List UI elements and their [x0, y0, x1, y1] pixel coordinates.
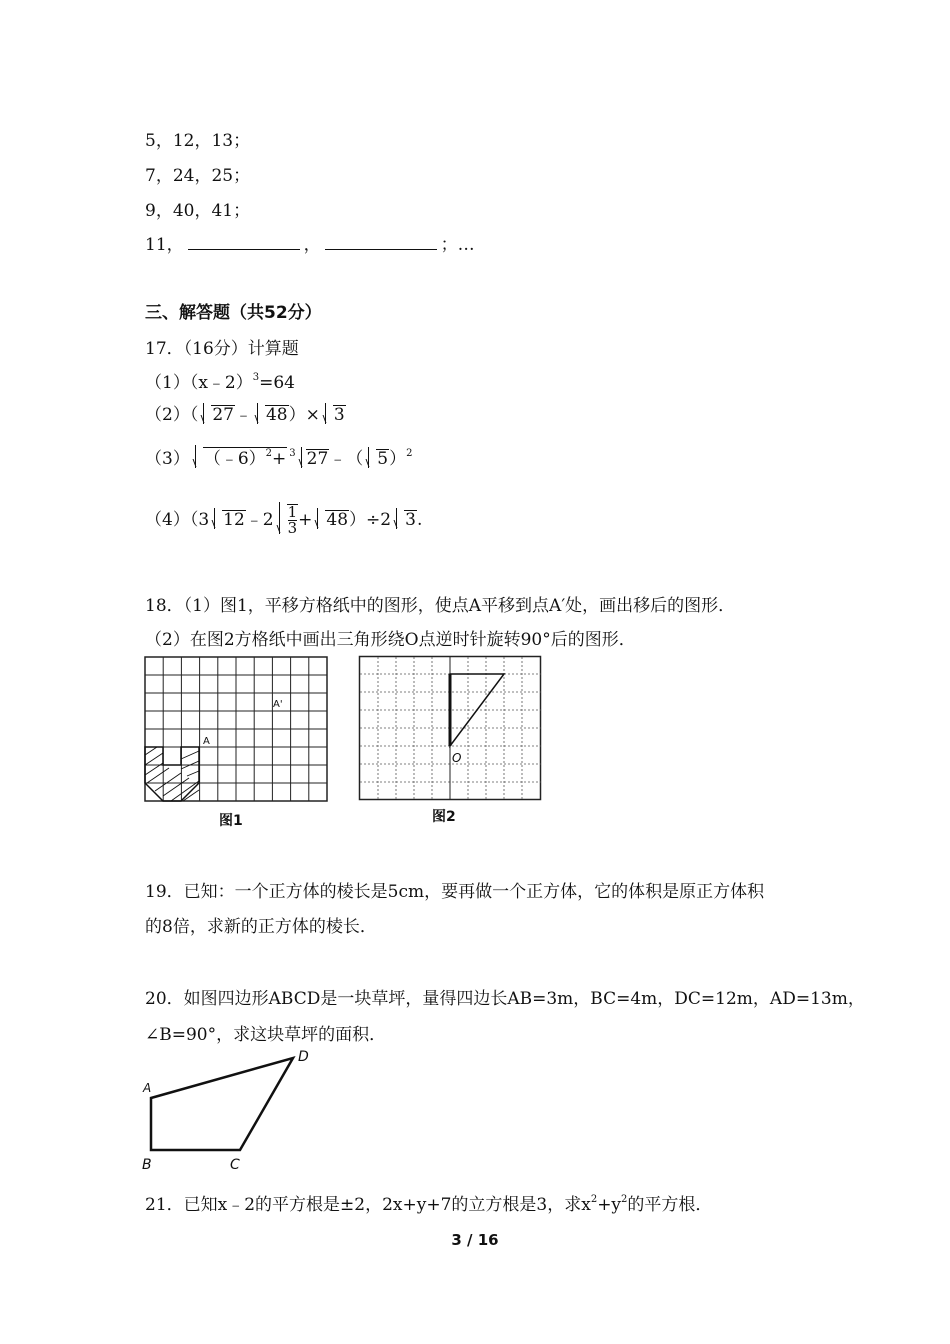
section-title: 三、解答题（共52分） [145, 303, 322, 323]
fig1-caption: 图1 [219, 813, 243, 829]
q17-part2: （2）（ 27﹣ 48）× 3 [145, 405, 345, 425]
q17-part4: （4）（3 12﹣2 $\frac{1}{3}$ + 48）÷2 3. [145, 503, 423, 537]
quadrilateral-figure [138, 1046, 318, 1176]
sqrt-48: 48 [252, 405, 289, 426]
vertex-b: B [142, 1157, 152, 1173]
seq-line-2: 7，24，25； [145, 166, 251, 186]
sqrt-48: 48 [312, 510, 349, 531]
q17-p1-tail: =64 [259, 373, 295, 393]
page-number: 3 / 16 [451, 1231, 499, 1249]
sqrt-12: 12 [209, 510, 246, 531]
triangle [450, 674, 504, 746]
vertex-c: C [230, 1157, 240, 1173]
figure-1-grid [143, 655, 331, 805]
q21-line: 21．已知x﹣2的平方根是±2，2x+y+7的立方根是3，求$x^2+y^2$的平方根． [145, 1194, 713, 1215]
vertex-d: D [298, 1049, 309, 1065]
q17-head: 17．（16分）计算题 [145, 339, 299, 359]
label-o: O [452, 751, 462, 765]
q20-line2: ∠B=90°，求这块草坪的面积． [145, 1025, 387, 1045]
q20-line1: 20．如图四边形ABCD是一块草坪，量得四边长AB=3m，BC=4m，DC=12m，AD=13m， [145, 989, 865, 1009]
cube-root-index: 3 [289, 448, 296, 459]
label-a: A [203, 736, 210, 747]
q17-part1 [145, 368, 295, 393]
sqrt-3: 3 [320, 405, 346, 426]
sqrt-one-third: $\frac{1}{3}$ [274, 504, 299, 536]
q18-line1: 18．（1）图1，平移方格纸中的图形，使点A平移到点A′处，画出移后的图形． [145, 596, 736, 616]
answer-blank-2[interactable] [325, 235, 437, 250]
seq-line-4 [145, 230, 475, 255]
answer-blank-1[interactable] [188, 235, 300, 250]
sqrt-neg6-squared: （﹣6）$^2$+ [190, 447, 287, 470]
sqrt-27: 27 [198, 405, 235, 426]
seq-line-1: 5，12，13； [145, 131, 251, 151]
figure-2-grid [358, 655, 544, 803]
q17-p1-text: （1）（x﹣2） [145, 373, 253, 393]
seq-sep: ， [303, 235, 321, 255]
q19-line1: 19．已知：一个正方体的棱长是5cm，要再做一个正方体，它的体积是原正方体积 [145, 882, 765, 902]
seq-tail: ；… [440, 235, 475, 255]
quadrilateral-abcd [151, 1058, 293, 1150]
seq-prefix: 11， [145, 235, 184, 255]
sqrt-3: 3 [391, 510, 417, 531]
q19-line2: 的8倍，求新的正方体的棱长． [145, 917, 377, 937]
vertex-a: A [143, 1081, 152, 1095]
fig2-caption: 图2 [432, 809, 456, 825]
sqrt-5: 5 [363, 449, 389, 470]
q17-part3: （3） （﹣6）$^2$+ $^3$ 27﹣（ 5）$^2$ [145, 444, 413, 470]
cbrt-27: 27 [296, 449, 330, 470]
q18-line2: （2）在图2方格纸中画出三角形绕O点逆时针旋转90°后的图形． [145, 630, 636, 650]
label-a-prime: A' [273, 699, 283, 710]
seq-line-3: 9，40，41； [145, 201, 251, 221]
hatched-shape [145, 747, 199, 801]
q17-p2-open: （2）（ [145, 405, 199, 425]
q17-p1-exp: 3 [252, 372, 260, 383]
